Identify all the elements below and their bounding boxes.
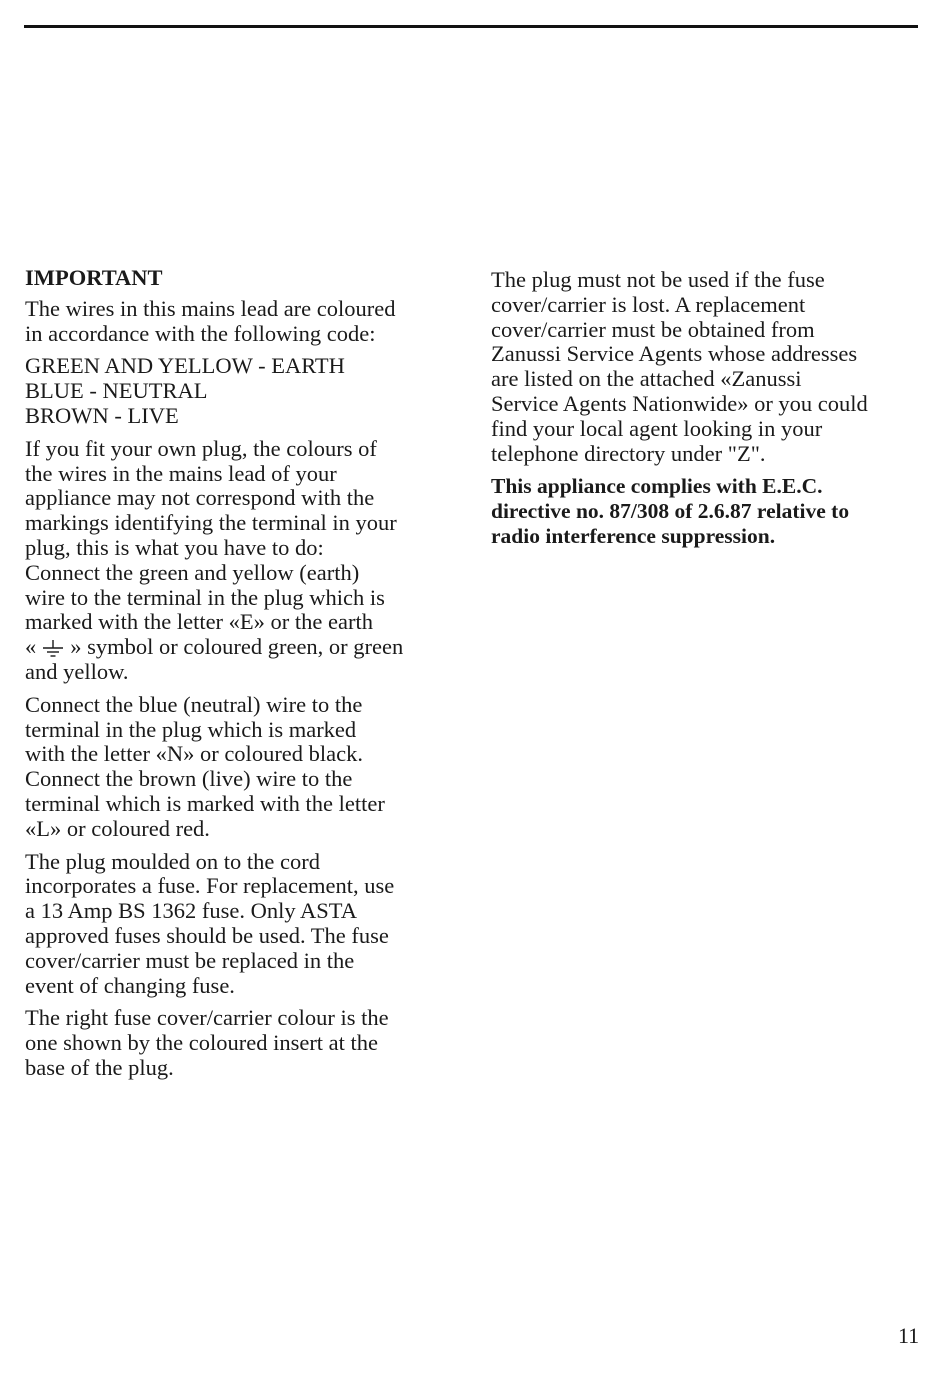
text-line: cover/carrier must be obtained from — [491, 316, 815, 342]
text-fragment: » symbol or coloured green, or green — [70, 634, 404, 660]
text-line: and yellow. — [25, 658, 129, 684]
text-line: radio interference suppression. — [491, 523, 776, 548]
text-line: Connect the green and yellow (earth) — [25, 559, 360, 585]
text-line: terminal which is marked with the letter — [25, 790, 385, 816]
text-line: wire to the terminal in the plug which is — [25, 584, 385, 610]
intro-paragraph — [25, 297, 465, 347]
page-number: 11 — [898, 1323, 920, 1348]
text-line: Service Agents Nationwide» or you could — [491, 390, 868, 416]
text-line: The right fuse cover/carrier colour is the — [25, 1005, 389, 1031]
fuse-cover-colour-paragraph — [25, 1006, 465, 1080]
text-line: one shown by the coloured insert at the — [25, 1030, 379, 1056]
colour-code-neutral: BLUE - NEUTRAL — [25, 378, 208, 404]
fuse-cover-lost-paragraph — [491, 268, 921, 466]
colour-code-live: BROWN - LIVE — [25, 402, 179, 428]
text-line: in accordance with the following code: — [25, 320, 376, 346]
text-line: cover/carrier must be replaced in the — [25, 947, 355, 973]
text-line: directive no. 87/308 of 2.6.87 relative to — [491, 499, 850, 524]
heading-important: IMPORTANT — [25, 265, 163, 290]
colour-code-earth: GREEN AND YELLOW - EARTH — [25, 353, 345, 379]
text-line: telephone directory under "Z". — [491, 440, 766, 466]
text-line: marked with the letter «E» or the earth — [25, 609, 373, 635]
earth-ground-icon — [40, 639, 66, 659]
text-line: This appliance complies with E.E.C. — [491, 474, 823, 499]
text-line: base of the plug. — [25, 1054, 174, 1080]
text-line: find your local agent looking in your — [491, 415, 823, 441]
text-line: The plug must not be used if the fuse — [491, 267, 825, 292]
text-line: «L» or coloured red. — [25, 815, 210, 841]
connect-wires-paragraph — [25, 693, 465, 842]
fit-plug-paragraph — [25, 437, 465, 685]
text-line: the wires in the mains lead of your — [25, 460, 337, 486]
text-line: plug, this is what you have to do: — [25, 534, 324, 560]
text-line: are listed on the attached «Zanussi — [491, 366, 802, 392]
text-line: Connect the brown (live) wire to the — [25, 766, 353, 792]
eec-compliance-notice — [491, 474, 921, 548]
earth-symbol-line — [25, 635, 465, 660]
text-line: a 13 Amp BS 1362 fuse. Only ASTA — [25, 898, 357, 924]
text-line: The plug moulded on to the cord — [25, 848, 320, 874]
text-line: cover/carrier is lost. A replacement — [491, 291, 806, 317]
text-line: Zanussi Service Agents whose addresses — [491, 341, 858, 367]
text-line: If you fit your own plug, the colours of — [25, 435, 377, 461]
text-line: approved fuses should be used. The fuse — [25, 922, 389, 948]
text-fragment: « — [25, 634, 37, 660]
colour-code-list — [25, 354, 465, 428]
left-column — [25, 266, 465, 1089]
text-line: with the letter «N» or coloured black. — [25, 741, 364, 767]
text-line: incorporates a fuse. For replacement, use — [25, 873, 395, 899]
text-line: markings identifying the terminal in your — [25, 510, 397, 536]
top-rule — [24, 25, 918, 28]
text-line: terminal in the plug which is marked — [25, 716, 357, 742]
text-line: Connect the blue (neutral) wire to the — [25, 691, 363, 717]
text-line: event of changing fuse. — [25, 972, 235, 998]
text-line: appliance may not correspond with the — [25, 485, 375, 511]
fuse-paragraph — [25, 850, 465, 999]
right-column — [491, 268, 921, 557]
text-line: The wires in this mains lead are coloured — [25, 295, 396, 321]
